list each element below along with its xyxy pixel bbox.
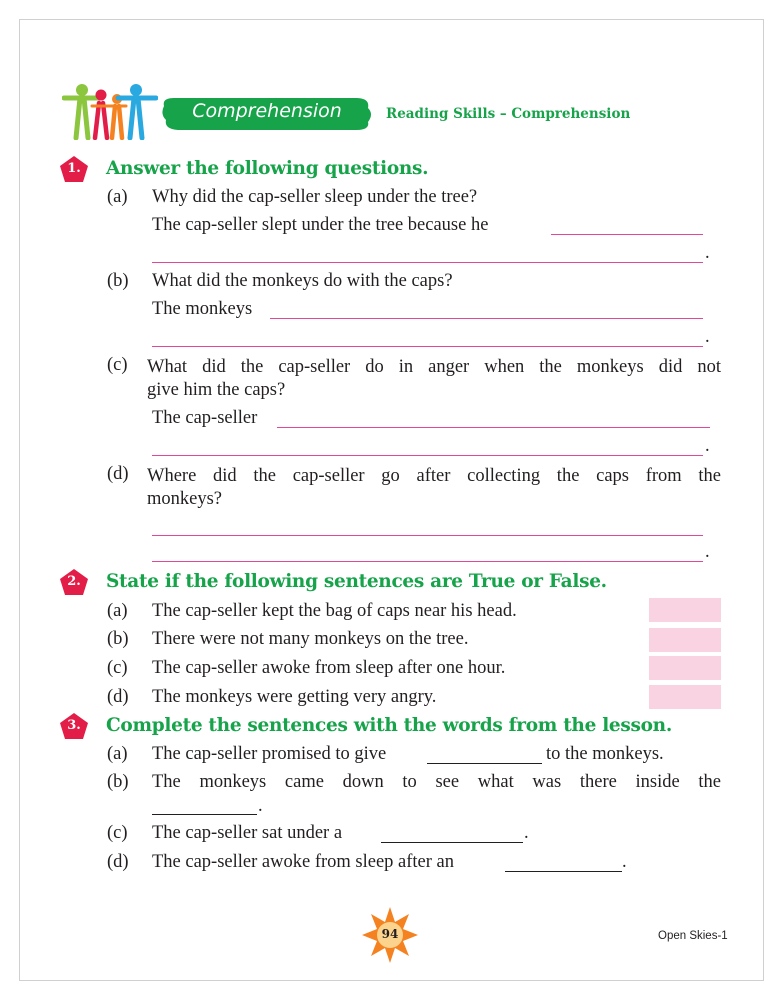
item-label: (c) <box>107 658 128 678</box>
answer-prompt: The cap-seller <box>152 408 258 428</box>
question-text: Why did the cap-seller sleep under the tree? <box>152 187 478 207</box>
section1-number-badge: 1. <box>59 155 89 183</box>
fill-in-blank[interactable] <box>427 763 542 764</box>
end-mark: . <box>705 243 710 263</box>
question-label: (b) <box>107 271 129 291</box>
section1-heading: Answer the following questions. <box>106 158 429 179</box>
answer-line[interactable] <box>152 561 703 562</box>
true-false-box[interactable] <box>649 598 721 622</box>
answer-line[interactable] <box>551 234 703 235</box>
header-subtitle: Reading Skills – Comprehension <box>386 106 631 122</box>
true-false-box[interactable] <box>649 656 721 680</box>
statement-text: The cap-seller kept the bag of caps near his head. <box>152 601 517 621</box>
question-text: What did the cap-seller do in anger when the monkeys did not <box>147 357 721 377</box>
section3-number-badge: 3. <box>59 712 89 740</box>
question-text-continued: give him the caps? <box>147 380 286 400</box>
section2-heading: State if the following sentences are True or False. <box>106 571 607 592</box>
people-logo <box>62 82 158 140</box>
sentence-start: The cap-seller sat under a <box>152 823 343 843</box>
section2-number-badge: 2. <box>59 568 89 596</box>
statement-text: The cap-seller awoke from sleep after one hour. <box>152 658 506 678</box>
section3-heading: Complete the sentences with the words from the lesson. <box>106 715 672 736</box>
fill-in-blank[interactable] <box>152 814 257 815</box>
page-number: 94 <box>381 927 399 941</box>
answer-prompt: The monkeys <box>152 299 253 319</box>
true-false-box[interactable] <box>649 628 721 652</box>
true-false-box[interactable] <box>649 685 721 709</box>
badge-label: Comprehension <box>192 100 342 122</box>
answer-prompt: The cap-seller slept under the tree because he <box>152 215 489 235</box>
end-mark: . <box>705 327 710 347</box>
answer-line[interactable] <box>270 318 703 319</box>
sentence-start: The cap-seller awoke from sleep after an <box>152 852 455 872</box>
sentence-start: The monkeys came down to see what was there inside the <box>152 772 721 792</box>
item-label: (b) <box>107 629 129 649</box>
sentence-start: The cap-seller promised to give <box>152 744 387 764</box>
fill-in-blank[interactable] <box>381 842 523 843</box>
answer-line[interactable] <box>152 346 703 347</box>
page-number-star <box>361 906 419 964</box>
sentence-end: . <box>258 796 263 816</box>
item-label: (a) <box>107 601 128 621</box>
answer-line[interactable] <box>152 455 703 456</box>
question-label: (a) <box>107 187 128 207</box>
item-label: (a) <box>107 744 128 764</box>
question-label: (c) <box>107 355 128 375</box>
question-text: Where did the cap-seller go after collecting the caps from the <box>147 466 721 486</box>
question-text: What did the monkeys do with the caps? <box>152 271 453 291</box>
answer-line[interactable] <box>152 535 703 536</box>
item-label: (d) <box>107 687 129 707</box>
sentence-end: to the monkeys. <box>546 744 664 764</box>
end-mark: . <box>705 436 710 456</box>
comprehension-badge <box>160 96 374 132</box>
question-text-continued: monkeys? <box>147 489 223 509</box>
item-label: (d) <box>107 852 129 872</box>
answer-line[interactable] <box>277 427 710 428</box>
end-mark: . <box>705 542 710 562</box>
sentence-end: . <box>622 852 627 872</box>
answer-line[interactable] <box>152 262 703 263</box>
item-label: (c) <box>107 823 128 843</box>
statement-text: There were not many monkeys on the tree. <box>152 629 469 649</box>
question-label: (d) <box>107 464 129 484</box>
fill-in-blank[interactable] <box>505 871 622 872</box>
book-title: Open Skies-1 <box>658 930 728 942</box>
statement-text: The monkeys were getting very angry. <box>152 687 437 707</box>
sentence-end: . <box>524 823 529 843</box>
item-label: (b) <box>107 772 129 792</box>
